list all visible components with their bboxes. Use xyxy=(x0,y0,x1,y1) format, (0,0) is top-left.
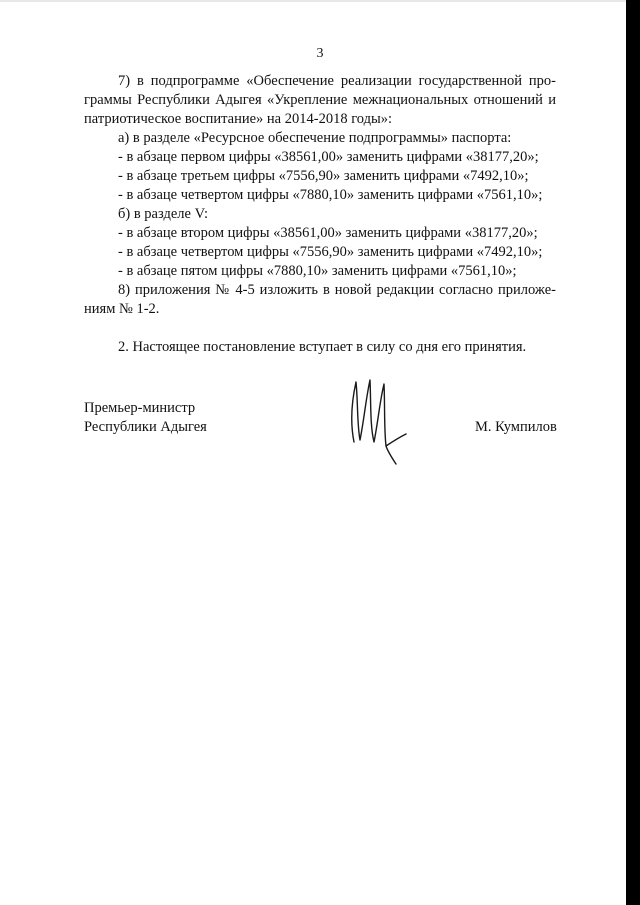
clause-2: 2. Настоящее постановление вступает в силу со дня его принятия. xyxy=(118,339,527,355)
page-number: 3 xyxy=(316,46,324,61)
subsection-a-item-3: - в абзаце четвертом цифры «7880,10» заменить цифрами «7561,10»; xyxy=(118,187,543,203)
scan-edge-top xyxy=(0,0,640,2)
paragraph-8-line-1: 8) приложения № 4-5 изложить в новой редакции согласно приложе- xyxy=(118,282,556,298)
subsection-b-item-3: - в абзаце пятом цифры «7880,10» заменить цифрами «7561,10»; xyxy=(118,263,517,279)
paragraph-7-line-1: 7) в подпрограмме «Обеспечение реализации государственной про- xyxy=(118,73,556,89)
signatory-position-line-1: Премьер-министр xyxy=(84,400,196,416)
signatory-name: М. Кумпилов xyxy=(475,419,557,435)
subsection-a-heading: а) в разделе «Ресурсное обеспечение подпрограммы» паспорта: xyxy=(118,130,512,146)
paragraph-7-line-3: патриотическое воспитание» на 2014-2018 годы»: xyxy=(84,111,393,127)
paragraph-8-line-2: ниям № 1-2. xyxy=(84,301,160,317)
handwritten-signature xyxy=(340,372,410,468)
subsection-a-item-2: - в абзаце третьем цифры «7556,90» заменить цифрами «7492,10»; xyxy=(118,168,529,184)
paragraph-7-line-2: граммы Республики Адыгея «Укрепление межнациональных отношений и xyxy=(84,92,556,108)
subsection-a-item-1: - в абзаце первом цифры «38561,00» заменить цифрами «38177,20»; xyxy=(118,149,539,165)
subsection-b-heading: б) в разделе V: xyxy=(118,206,208,222)
document-body xyxy=(84,72,556,357)
signatory-position xyxy=(84,399,207,437)
subsection-b-item-1: - в абзаце втором цифры «38561,00» заменить цифрами «38177,20»; xyxy=(118,225,538,241)
signatory-position-line-2: Республики Адыгея xyxy=(84,419,207,435)
subsection-b-item-2: - в абзаце четвертом цифры «7556,90» заменить цифрами «7492,10»; xyxy=(118,244,543,260)
scan-edge-right xyxy=(626,0,640,905)
paragraph-spacer xyxy=(84,319,556,338)
